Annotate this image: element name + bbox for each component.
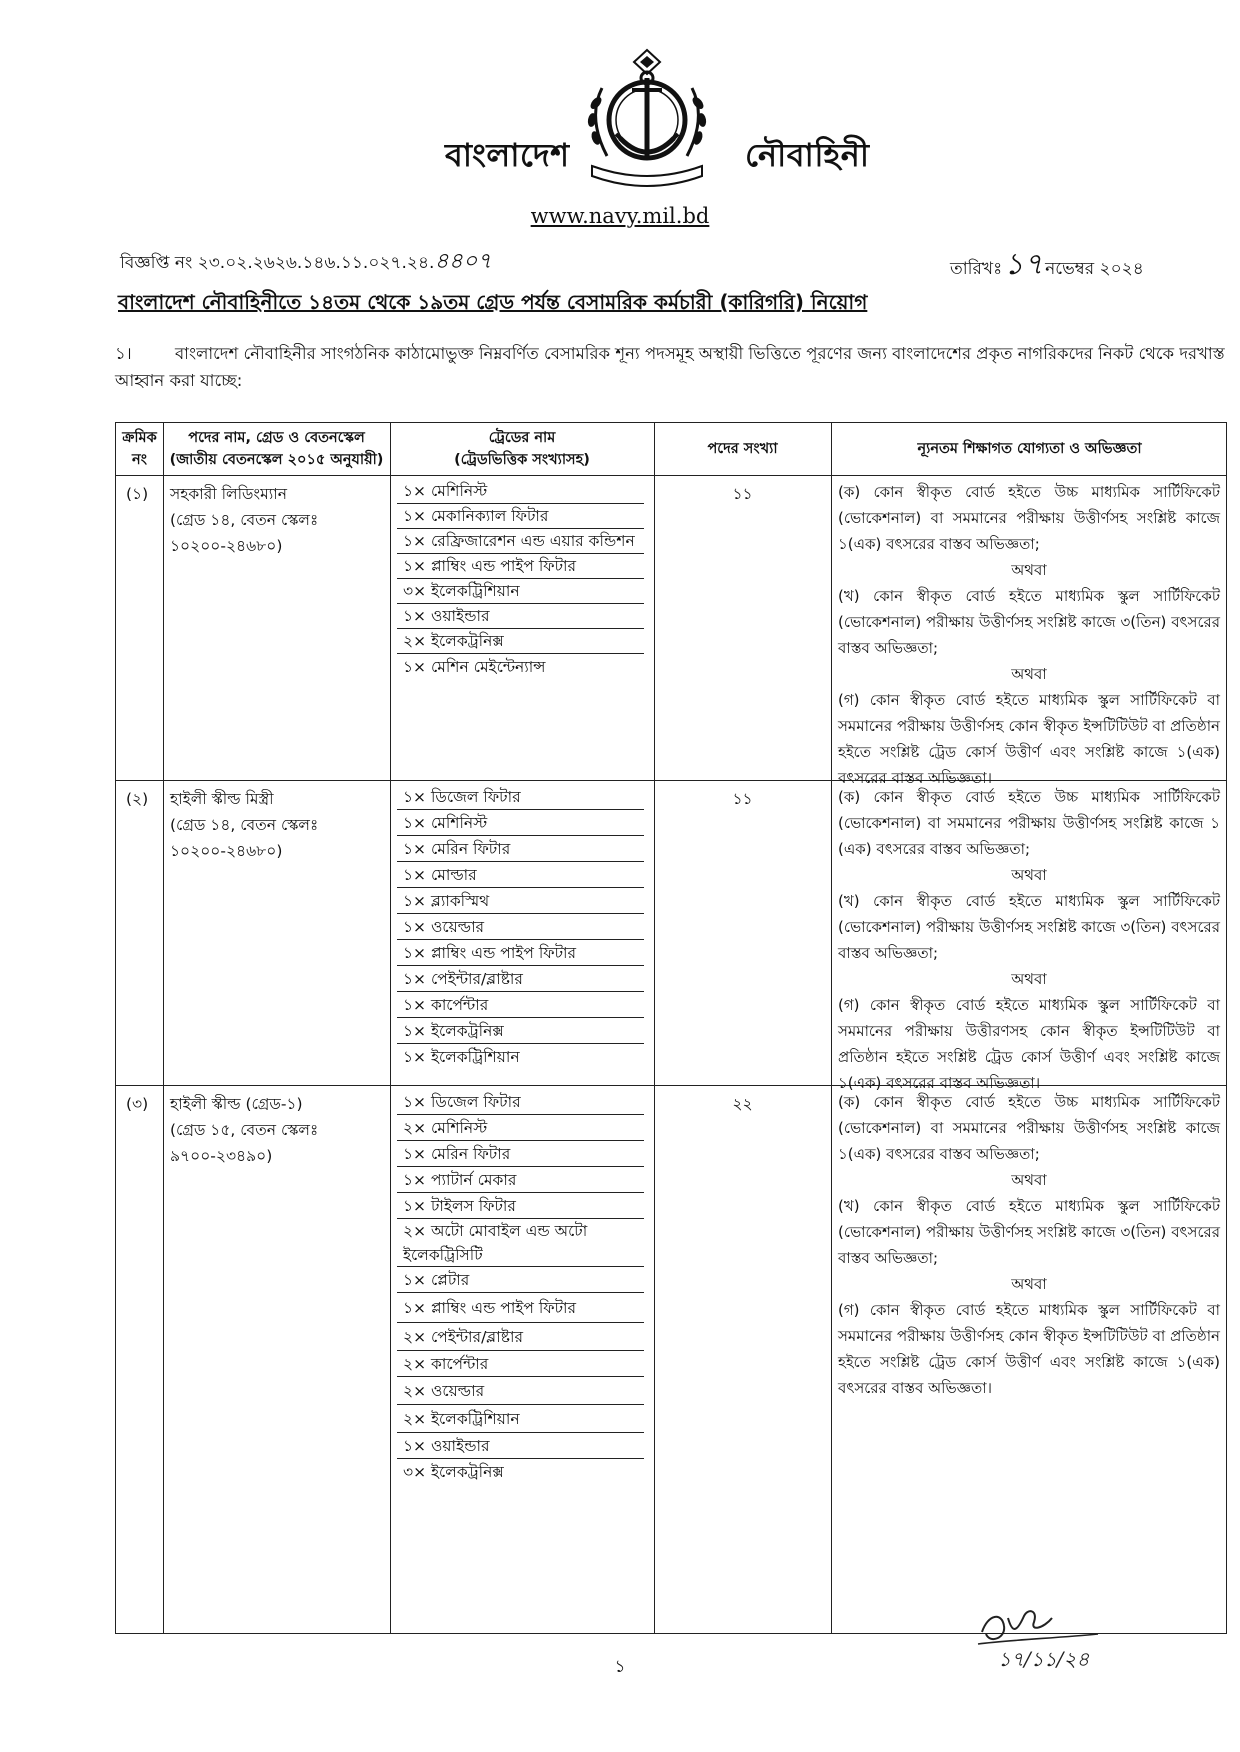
reference-prefix: বিজ্ঞপ্তি নং ২৩.০২.২৬২৬.১৪৬.১১.০২৭.২৪. — [120, 253, 435, 273]
page-title: বাংলাদেশ নৌবাহিনীতে ১৪তম থেকে ১৯তম গ্রেড পর্যন্ত বেসামরিক কর্মচারী (কারিগরি) নিয়োগ — [118, 290, 868, 314]
trade-item: ১× কার্পেন্টার — [397, 992, 644, 1018]
or-label: অথবা — [1011, 866, 1047, 884]
row-serial: (২) — [126, 790, 149, 808]
post-scale: ৯৭০০-২৩৪৯০) — [170, 1147, 273, 1165]
header-trade: ট্রেডের নাম (ট্রেডভিত্তিক সংখ্যাসহ) — [454, 430, 590, 468]
post-scale: ১০২০০-২৪৬৮০) — [170, 537, 283, 555]
qualification-b: (খ) কোন স্বীকৃত বোর্ড হইতে মাধ্যমিক স্কুল সার্টিফিকেট (ভোকেশনাল) পরীক্ষায় উত্তীর্ণসহ সংশ্লিষ্ট কাজে ৩(তিন) বৎসরের বাস্তব অভিজ্ঞতা; — [838, 587, 1220, 657]
post-count: ২২ — [732, 1095, 753, 1113]
header-serial: ক্রমিক নং — [122, 430, 157, 468]
trade-item: ১× ওয়াইন্ডার — [397, 604, 644, 629]
paragraph-text: বাংলাদেশ নৌবাহিনীর সাংগঠনিক কাঠামোভুক্ত নিম্নবর্ণিত বেসামরিক শূন্য পদসমূহ অস্থায়ী ভিত্তিতে পূরণের জন্য বাংলাদেশের প্রকৃত নাগরিকদের নিকট থেকে দরখাস্ত আহ্বান করা যাচ্ছে: — [115, 344, 1225, 390]
trade-item: ৩× ইলেকট্রিশিয়ান — [397, 579, 644, 604]
trade-item: ১× ব্ল্যাকস্মিথ — [397, 888, 644, 914]
date-rest: নভেম্বর ২০২৪ — [1045, 259, 1144, 279]
trade-item: ১× মেকানিক্যাল ফিটার — [397, 504, 644, 529]
or-label: অথবা — [1011, 665, 1047, 683]
paragraph-number: ১। — [115, 344, 132, 363]
trade-item: ১× ওয়েল্ডার — [397, 914, 644, 940]
or-label: অথবা — [1011, 1171, 1047, 1189]
signature-image — [968, 1604, 1108, 1674]
trade-item: ১× মেশিনিস্ট — [397, 810, 644, 836]
trade-item: ১× ইলেকট্রিশিয়ান — [403, 1048, 520, 1066]
header-count: পদের সংখ্যা — [707, 441, 778, 457]
trade-item: ১× প্লাম্বিং এন্ড পাইপ ফিটার — [397, 940, 644, 966]
qualification-block — [838, 479, 1220, 791]
post-scale: ১০২০০-২৪৬৮০) — [170, 842, 283, 860]
trade-item: ১× মেরিন ফিটার — [397, 1141, 644, 1167]
trade-item: ২× মেশিনিস্ট — [397, 1115, 644, 1141]
date-label: তারিখঃ — [950, 259, 1003, 279]
row-serial: (১) — [126, 485, 149, 503]
trade-list — [397, 479, 644, 679]
header-post: পদের নাম, গ্রেড ও বেতনস্কেল (জাতীয় বেতনস্কেল ২০১৫ অনুযায়ী) — [169, 430, 384, 468]
trade-item: ১× মেরিন ফিটার — [397, 836, 644, 862]
qualification-block — [838, 1089, 1220, 1401]
trade-item: ১× ডিজেল ফিটার — [397, 1089, 644, 1115]
trade-item: ১× প্যাটার্ন মেকার — [397, 1167, 644, 1193]
date-day: ১৭ — [1004, 247, 1044, 282]
notice-date — [950, 240, 1144, 291]
trade-item: ২× ইলেকট্রিশিয়ান — [397, 1405, 644, 1433]
qualification-c: (গ) কোন স্বীকৃত বোর্ড হইতে মাধ্যমিক স্কুল সার্টিফিকেট বা সমমানের পরীক্ষায় উত্তীরণসহ কোন স্বীকৃত ইন্সটিটিউট বা প্রতিষ্ঠান হইতে সংশ্লিষ্ট ট্রেড কোর্স উত্তীর্ণ এবং সংশ্লিষ্ট কাজে ১(এক) বৎসরের বাস্তব অভিজ্ঞতা। — [838, 996, 1220, 1092]
post-grade: (গ্রেড ১৫, বেতন স্কেলঃ — [170, 1121, 319, 1139]
or-label: অথবা — [1011, 561, 1047, 579]
row-serial: (৩) — [126, 1095, 149, 1113]
trade-item: ১× ইলেকট্রনিক্স — [397, 1018, 644, 1044]
reference-handwritten: ৪৪০৭ — [434, 249, 492, 274]
post-name: সহকারী লিডিংম্যান — [170, 485, 287, 503]
qualification-b: (খ) কোন স্বীকৃত বোর্ড হইতে মাধ্যমিক স্কুল সার্টিফিকেট (ভোকেশনাল) পরীক্ষায় উত্তীর্ণসহ সংশ্লিষ্ট কাজে ৩(তিন) বৎসরের বাস্তব অভিজ্ঞতা; — [838, 892, 1220, 962]
qualification-a: (ক) কোন স্বীকৃত বোর্ড হইতে উচ্চ মাধ্যমিক সার্টিফিকেট (ভোকেশনাল) বা সমমানের পরীক্ষায় উত্তীর্ণসহ সংশ্লিষ্ট কাজে ১(এক) বৎসরের বাস্তব অভিজ্ঞতা; — [838, 483, 1220, 553]
trade-item: ১× ডিজেল ফিটার — [397, 784, 644, 810]
trade-item: ১× ওয়াইন্ডার — [397, 1433, 644, 1459]
trade-item: ২× ওয়েল্ডার — [397, 1377, 644, 1405]
qualification-a: (ক) কোন স্বীকৃত বোর্ড হইতে উচ্চ মাধ্যমিক সার্টিফিকেট (ভোকেশনাল) বা সমমানের পরীক্ষায় উত্তীর্ণসহ সংশ্লিষ্ট কাজে ১ (এক) বৎসরের বাস্তব অভিজ্ঞতা; — [838, 788, 1220, 858]
post-name: হাইলী স্কীল্ড মিস্ত্রী — [170, 790, 274, 808]
navy-crest-logo — [572, 48, 722, 188]
trade-item: ১× পেইন্টার/ব্লাষ্টার — [397, 966, 644, 992]
qualification-c: (গ) কোন স্বীকৃত বোর্ড হইতে মাধ্যমিক স্কুল সার্টিফিকেট বা সমমানের পরীক্ষায় উত্তীর্ণসহ কোন স্বীকৃত ইন্সটিটিউট বা প্রতিষ্ঠান হইতে সংশ্লিষ্ট ট্রেড কোর্স উত্তীর্ণ এবং সংশ্লিষ্ট কাজে ১(এক) বৎসরের বাস্তব অভিজ্ঞতা। — [838, 1301, 1220, 1397]
website-link[interactable]: www.navy.mil.bd — [530, 204, 710, 228]
header-qualification: ন্যূনতম শিক্ষাগত যোগ্যতা ও অভিজ্ঞতা — [917, 441, 1142, 457]
trade-item: ২× পেইন্টার/ব্লাষ্টার — [397, 1323, 644, 1351]
header-right-word: নৌবাহিনী — [745, 136, 870, 174]
or-label: অথবা — [1011, 1275, 1047, 1293]
post-name: হাইলী স্কীল্ড (গ্রেড-১) — [170, 1095, 303, 1113]
page-number: ১ — [614, 1657, 626, 1677]
trade-item: ১× মোল্ডার — [397, 862, 644, 888]
trade-item: ২× কার্পেন্টার — [397, 1351, 644, 1377]
trade-list — [397, 1089, 644, 1485]
qualification-a: (ক) কোন স্বীকৃত বোর্ড হইতে উচ্চ মাধ্যমিক সার্টিফিকেট (ভোকেশনাল) বা সমমানের পরীক্ষায় উত্তীর্ণসহ সংশ্লিষ্ট কাজে ১(এক) বৎসরের বাস্তব অভিজ্ঞতা; — [838, 1093, 1220, 1163]
trade-item: ১× প্লেটার — [397, 1267, 644, 1293]
qualification-c: (গ) কোন স্বীকৃত বোর্ড হইতে মাধ্যমিক স্কুল সার্টিফিকেট বা সমমানের পরীক্ষায় উত্তীর্ণসহ কোন স্বীকৃত ইন্সটিটিউট বা প্রতিষ্ঠান হইতে সংশ্লিষ্ট ট্রেড কোর্স উত্তীর্ণ এবং সংশ্লিষ্ট কাজে ১(এক) বৎসরের বাস্তব অভিজ্ঞতা। — [838, 691, 1220, 787]
post-grade: (গ্রেড ১৪, বেতন স্কেলঃ — [170, 816, 319, 834]
recruitment-table — [115, 422, 1227, 1634]
post-grade: (গ্রেড ১৪, বেতন স্কেলঃ — [170, 511, 319, 529]
trade-list — [397, 784, 644, 1070]
qualification-b: (খ) কোন স্বীকৃত বোর্ড হইতে মাধ্যমিক স্কুল সার্টিফিকেট (ভোকেশনাল) পরীক্ষায় উত্তীর্ণসহ সংশ্লিষ্ট কাজে ৩(তিন) বৎসরের বাস্তব অভিজ্ঞতা; — [838, 1197, 1220, 1267]
qualification-block — [838, 784, 1220, 1096]
trade-item: ১× রেফ্রিজারেশন এন্ড এয়ার কন্ডিশন — [397, 529, 644, 554]
header-left-word: বাংলাদেশ — [445, 136, 570, 174]
reference-number — [120, 244, 492, 281]
trade-item: ২× অটো মোবাইল এন্ড অটো ইলেকট্রিসিটি — [397, 1219, 644, 1267]
trade-item: ৩× ইলেকট্রনিক্স — [403, 1463, 504, 1481]
trade-item: ১× মেশিন মেইন্টেন্যান্স — [403, 657, 546, 676]
trade-item: ১× মেশিনিস্ট — [397, 479, 644, 504]
trade-item: ১× টাইলস ফিটার — [397, 1193, 644, 1219]
or-label: অথবা — [1011, 970, 1047, 988]
trade-item: ১× প্লাম্বিং এন্ড পাইপ ফিটার — [397, 554, 644, 579]
signature-date: ১৭/১১/২৪ — [998, 1647, 1090, 1671]
intro-paragraph — [115, 340, 1225, 394]
post-count: ১১ — [732, 485, 753, 503]
trade-item: ২× ইলেকট্রনিক্স — [397, 629, 644, 654]
post-count: ১১ — [732, 790, 753, 808]
trade-item: ১× প্লাম্বিং এন্ড পাইপ ফিটার — [397, 1293, 644, 1323]
